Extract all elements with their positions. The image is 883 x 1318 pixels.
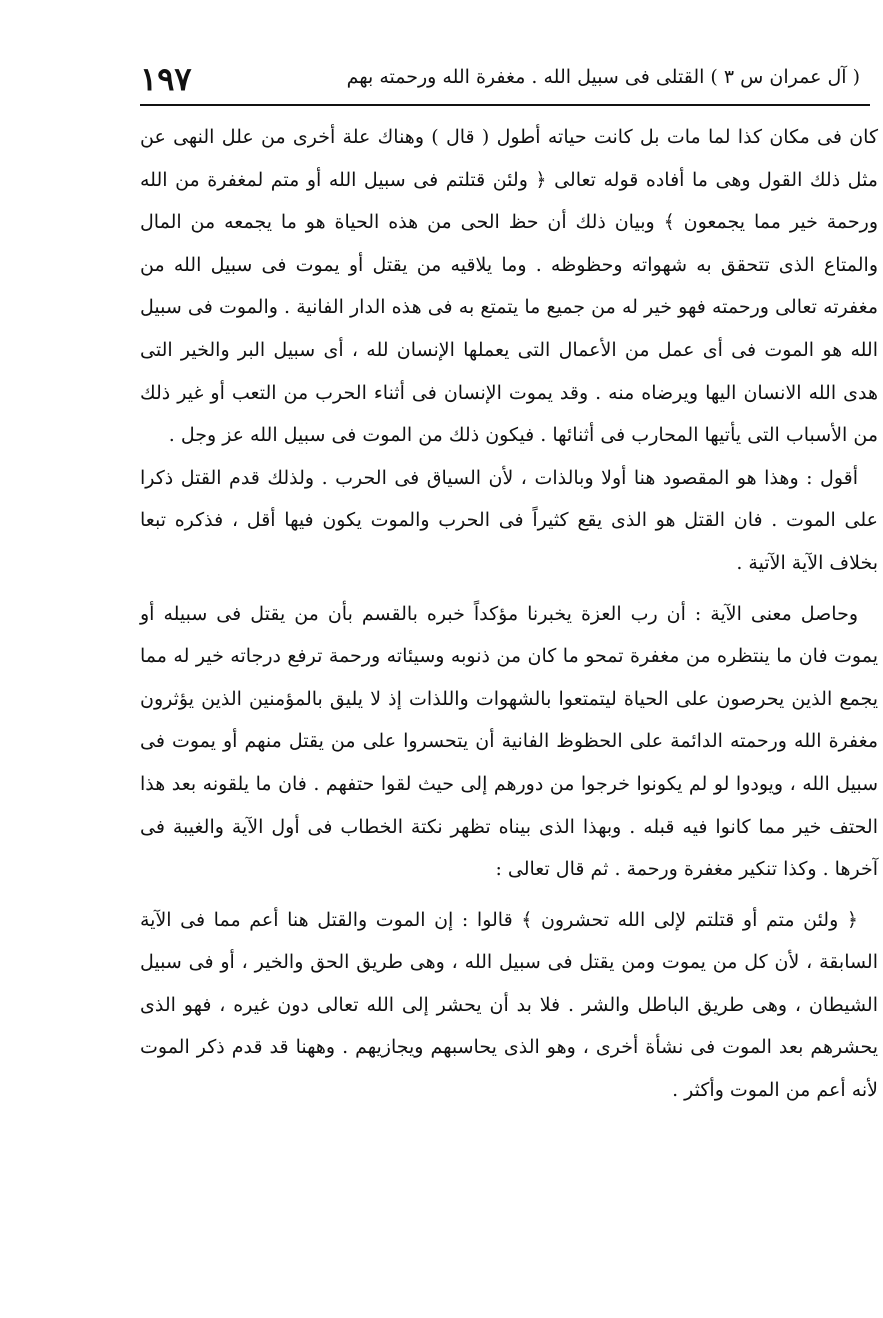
paragraph: ﴿ ولئن متم أو قتلتم لإلى الله تحشرون ﴾ قالوا : إن الموت والقتل هنا أعم مما فى الآية السابقة ، لأن كل من يموت ومن يقتل فى سبيل الله ، وهى طريق الحق والخير ، أو فى سبيل الشيطان ، وهى طريق الباطل والشر . فلا بد أن يحشر إلى الله تعالى دون غيره ، فهو الذى يحشرهم بعد الموت فى نشأة أخرى ، وهو الذى يحاسبهم ويجازيهم . وههنا قد قدم ذكر الموت لأنه أعم من الموت وأكثر . [140, 908, 878, 1102]
paragraph: وحاصل معنى الآية : أن رب العزة يخبرنا مؤكداً خبره بالقسم بأن من يقتل فى سبيله أو يموت فان ما ينتظره من مغفرة تمحو ما كان من ذنوبه وسيئاته ورحمة ترفع درجاته خير له مما يجمع الذين يحرصون على الحياة ليتمتعوا بالشهوات واللذات إذ لا يليق بالمؤمنين الذين يؤثرون مغفرة الله ورحمته الدائمة على الحظوظ الفانية أن يتحسروا على من يقتل منهم أو يموت فى سبيل الله ، ويودوا لو لم يكونوا خرجوا من دورهم إلى حيث لقوا حتفهم . فان ما يلقونه بعد هذا الحتف خير مما كانوا فيه قبله . وبهذا الذى بيناه تظهر نكتة الخطاب فى أول الآية والغيبة فى آخرها . وكذا تنكير مغفرة ورحمة . ثم قال تعالى : [140, 602, 878, 881]
running-title: ( آل عمران س ٣ ) القتلى فى سبيل الله . مغفرة الله ورحمته بهم [346, 66, 860, 88]
main-text [140, 116, 878, 1112]
paragraph: كان فى مكان كذا لما مات بل كانت حياته أطول ( قال ) وهناك علة أخرى من علل النهى عن مثل ذلك القول وهى ما أفاده قوله تعالى ﴿ ولئن قتلتم فى سبيل الله أو متم لمغفرة من الله ورحمة خير مما يجمعون ﴾ وبيان ذلك أن حظ الحى من هذه الحياة هو ما يجمعه من المال والمتاع الذى تتحقق به شهواته وحظوظه . وما يلاقيه من يقتل أو يموت فى سبيل الله من مغفرته تعالى ورحمته فهو خير له من جميع ما يتمتع به فى هذه الدار الفانية . والموت فى سبيل الله هو الموت فى أى عمل من الأعمال التى يعملها الإنسان لله ، أى سبيل البر والخير التى هدى الله الانسان اليها ويرضاه منه . وقد يموت الإنسان فى أثناء الحرب من التعب أو غير ذلك من الأسباب التى يأتيها المحارب فى أثنائها . فيكون ذلك من الموت فى سبيل الله عز وجل . [140, 126, 878, 447]
paragraph: أقول : وهذا هو المقصود هنا أولا وبالذات ، لأن السياق فى الحرب . ولذلك قدم القتل ذكرا على الموت . فان القتل هو الذى يقع كثيراً فى الحرب والموت يكون فيها أقل ، فذكره تبعا بخلاف الآية الآتية . [140, 466, 878, 574]
page-number: ١٩٧ [140, 60, 192, 98]
header-divider [140, 104, 870, 106]
page-header [140, 56, 870, 104]
